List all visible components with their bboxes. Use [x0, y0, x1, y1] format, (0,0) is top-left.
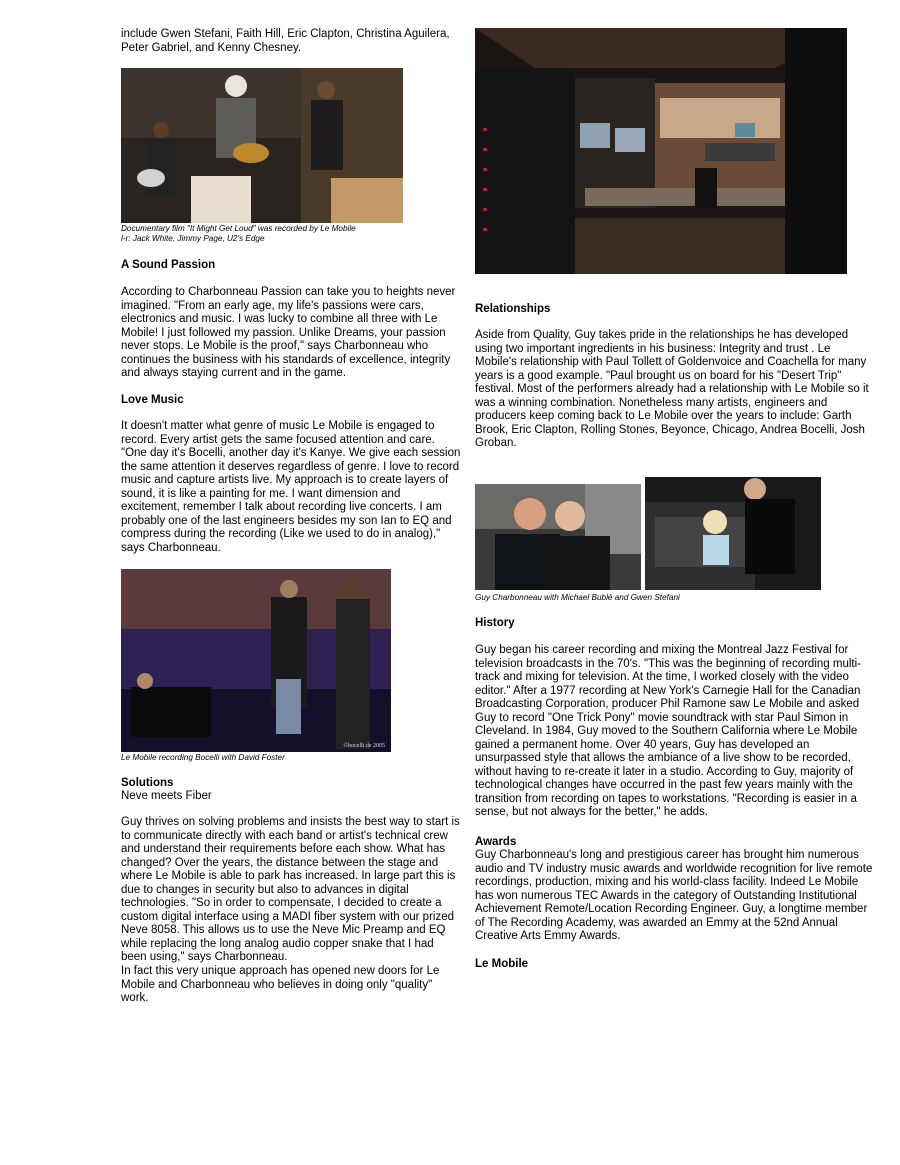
- photo-watermark: ©bocelli.de 2005: [343, 743, 385, 749]
- gwen-stefani-photo: [645, 477, 821, 590]
- awards-text: Guy Charbonneau's long and prestigious career has brought him numerous audio and TV industry music awards and worldwide recognition for live remote recordings, production, mixing and his world-class facility. Indeed Le Mobile has won numerous TEC Awards in the category of Outstanding Institutional Achievement Remote/Location Recording Engineer. Guy, a longtime member of The Recording Academy, was awarded an Emmy at the 52nd Annual Creative Arts Emmy Awards.: [475, 849, 873, 942]
- solutions-text-continued: In fact this very unique approach has opened new doors for Le Mobile and Charbonneau who believes in doing only "quality" work.: [121, 965, 440, 1004]
- history-heading: History: [475, 617, 515, 629]
- sound-passion-text: According to Charbonneau Passion can take you to heights never imagined. "From an early age, my life's passions were cars, electronics and music. I was lucky to combine all three with Le Mobile! I just followed my passion. Unlike Dreams, your passion never stops. Le Mobile is the proof," says Charbonneau who continues the business with his standards of excellence, integrity and always staying current and in the game.: [121, 286, 456, 379]
- le-mobile-heading: Le Mobile: [475, 958, 529, 970]
- bocelli-photo: [121, 569, 391, 752]
- solutions-heading: Solutions: [121, 777, 174, 789]
- solutions-subheading: Neve meets Fiber: [121, 790, 212, 802]
- buble-photo: [475, 484, 641, 590]
- relationships-text: Aside from Quality, Guy takes pride in the relationships he has developed using two important ingredients in his business: Integrity and trust . Le Mobile's relationship with Paul Tollett of Goldenvoice and Coachella for many years is a good example. "Paul brought us on board for his "Desert Trip" festival. Most of the performers already had a relationship with Le Mobile so it was a winning combination. Nonetheless many artists, engineers and producers keep coming back to Le Mobile over the years to include: Garth Brook, Eric Clapton, Rolling Stones, Beyonce, Chicago, Andrea Bocelli, Josh Groban.: [475, 329, 869, 449]
- solutions-text: Guy thrives on solving problems and insists the best way to start is to communicate directly with each band or artist's technical crew and understand their requirements before each show. What has changed? Over the years, the distance between the stage and where Le Mobile is able to park has increased. In large part this is due to changes in security but also to advances in digital technologies. "So in order to compensate, I decided to create a custom digital interface using a MADI fiber system with our prized Neve 8058. This allows us to use the Neve Mic Preamp and EQ while replacing the long analog audio copper snake that I had been using," says Charbonneau.: [121, 816, 460, 963]
- relationships-heading: Relationships: [475, 303, 551, 315]
- photo-pair-caption: Guy Charbonneau with Michael Bublé and Gwen Stefani: [475, 593, 680, 602]
- it-might-get-loud-photo: [121, 68, 403, 223]
- awards-heading: Awards: [475, 836, 517, 848]
- photo2-caption: Le Mobile recording Bocelli with David Foster: [121, 753, 285, 762]
- photo1-caption: Documentary film "It Might Get Loud" was recorded by Le Mobile l-r: Jack White, Jimmy Page, U2's Edge: [121, 224, 356, 243]
- intro-paragraph: include Gwen Stefani, Faith Hill, Eric Clapton, Christina Aguilera, Peter Gabriel, and Kenny Chesney.: [121, 28, 450, 54]
- love-music-heading: Love Music: [121, 394, 184, 406]
- studio-photo: [475, 28, 847, 274]
- sound-passion-heading: A Sound Passion: [121, 259, 216, 271]
- love-music-text: It doesn't matter what genre of music Le Mobile is engaged to record. Every artist gets the same focused attention and care. "One day it's Bocelli, another day it's Kanye. We give each session the same attention it deserves regardless of genre. I love to record music and capture artists live. My approach is to create layers of sound, it is like a painting for me. I want dimension and excitement, remember I talk about recording live concerts. I am probably one of the last engineers besides my son Ian to EQ and compress during the recording (Like we used to do in analog)," says Charbonneau.: [121, 420, 461, 554]
- history-text: Guy began his career recording and mixing the Montreal Jazz Festival for television broadcasts in the 70's. "This was the beginning of recording multi-track and mixing for television. At the time, I worked closely with the video editor." After a 1977 recording at New York's Carnegie Hall for the Canadian Broadcasting Corporation, producer Phil Ramone saw Le Mobile and asked Guy to record "One Trick Pony" movie soundtrack with star Paul Simon in Cleveland. In 1984, Guy moved to the Southern California where Le Mobile gained a permanent home. Over 40 years, Guy has developed an unsurpassed style that allows the ambiance of a live show to be recorded, without having to re-create it later in a studio. According to Guy, majority of technological changes have occurred in the past few years mainly with the transition from recording on tapes to workstations. "Recording is easier in a sense, but not always for the better," he adds.: [475, 644, 861, 818]
